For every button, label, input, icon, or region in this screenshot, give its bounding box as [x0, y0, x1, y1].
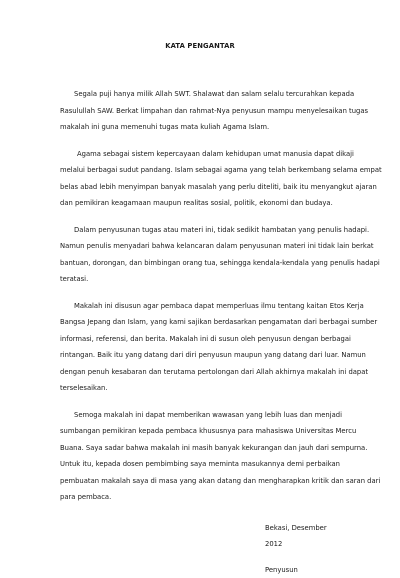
page-title: KATA PENGANTAR	[165, 42, 235, 50]
paragraph-line: Makalah ini disusun agar pembaca dapat memperluas ilmu tentang kaitan Etos Kerja	[74, 301, 364, 310]
paragraph-line: Agama sebagai sistem kepercayaan dalam kehidupan umat manusia dapat dikaji	[77, 149, 354, 158]
paragraph-1	[60, 86, 369, 136]
paragraph-line: rintangan. Baik itu yang datang dari diri penyusun maupun yang datang dari luar. Namun	[60, 351, 366, 359]
paragraph-line: pembuatan makalah saya di masa yang akan datang dan mengharapkan kritik dan saran dari	[60, 476, 381, 485]
paragraph-5	[60, 407, 381, 506]
paragraph-line: makalah ini guna memenuhi tugas mata kuliah Agama Islam.	[60, 123, 270, 131]
paragraph-4	[60, 298, 378, 397]
paragraph-line: belas abad lebih menyimpan banyak masalah yang perlu diteliti, baik itu menyangkut ajaran	[60, 182, 377, 191]
author-label: Penyusun	[265, 565, 298, 574]
paragraph-line: dan pemikiran keagamaan maupun realitas sosial, politik, ekonomi dan budaya.	[60, 199, 333, 207]
paragraph-line: Rasulullah SAW. Berkat limpahan dan rahmat-Nya penyusun mampu menyelesaikan tugas	[60, 106, 369, 115]
paragraph-line: Semoga makalah ini dapat memberikan wawasan yang lebih luas dan menjadi	[74, 410, 342, 419]
paragraph-line: Bangsa Jepang dan Islam, yang kami sajikan berdasarkan pengamatan dari berbagai sumber	[60, 318, 378, 326]
signature-block	[265, 520, 340, 578]
paragraph-line: bantuan, dorongan, dan bimbingan orang tua, sehingga kendala-kendala yang penulis hadapi	[60, 258, 380, 267]
paragraph-2	[60, 146, 382, 212]
place-date: Bekasi, Desember 2012	[265, 523, 327, 548]
paragraph-line: informasi, referensi, dan berita. Makalah ini di susun oleh penyusun dengan berbagai	[60, 334, 351, 343]
paragraph-line: sumbangan pemikiran kepada pembaca khususnya para mahasiswa Universitas Mercu	[60, 427, 357, 435]
paragraph-line: Segala puji hanya milik Allah SWT. Shalawat dan salam selalu tercurahkan kepada	[74, 90, 355, 98]
paragraph-line: dengan penuh kesabaran dan terutama pertolongan dari Allah akhirnya makalah ini dapat	[60, 367, 369, 376]
paragraph-line: Dalam penyusunan tugas atau materi ini, tidak sedikit hambatan yang penulis hadapi.	[74, 225, 370, 234]
paragraph-line: para pembaca.	[60, 493, 112, 501]
paragraph-line: teratasi.	[60, 275, 89, 283]
paragraph-line: terselesaikan.	[60, 384, 108, 392]
paragraph-line: Untuk itu, kepada dosen pembimbing saya meminta masukannya demi perbaikan	[60, 460, 340, 468]
paragraph-line: Namun penulis menyadari bahwa kelancaran dalam penyusunan materi ini tidak lain berkat	[60, 242, 374, 250]
paragraph-line: melalui berbagai sudut pandang. Islam sebagai agama yang telah berkembang selama empat	[60, 166, 382, 174]
paragraph-line: Buana. Saya sadar bahwa makalah ini masih banyak kekurangan dan jauh dari sempurna.	[60, 443, 368, 452]
paragraph-3	[60, 222, 380, 288]
